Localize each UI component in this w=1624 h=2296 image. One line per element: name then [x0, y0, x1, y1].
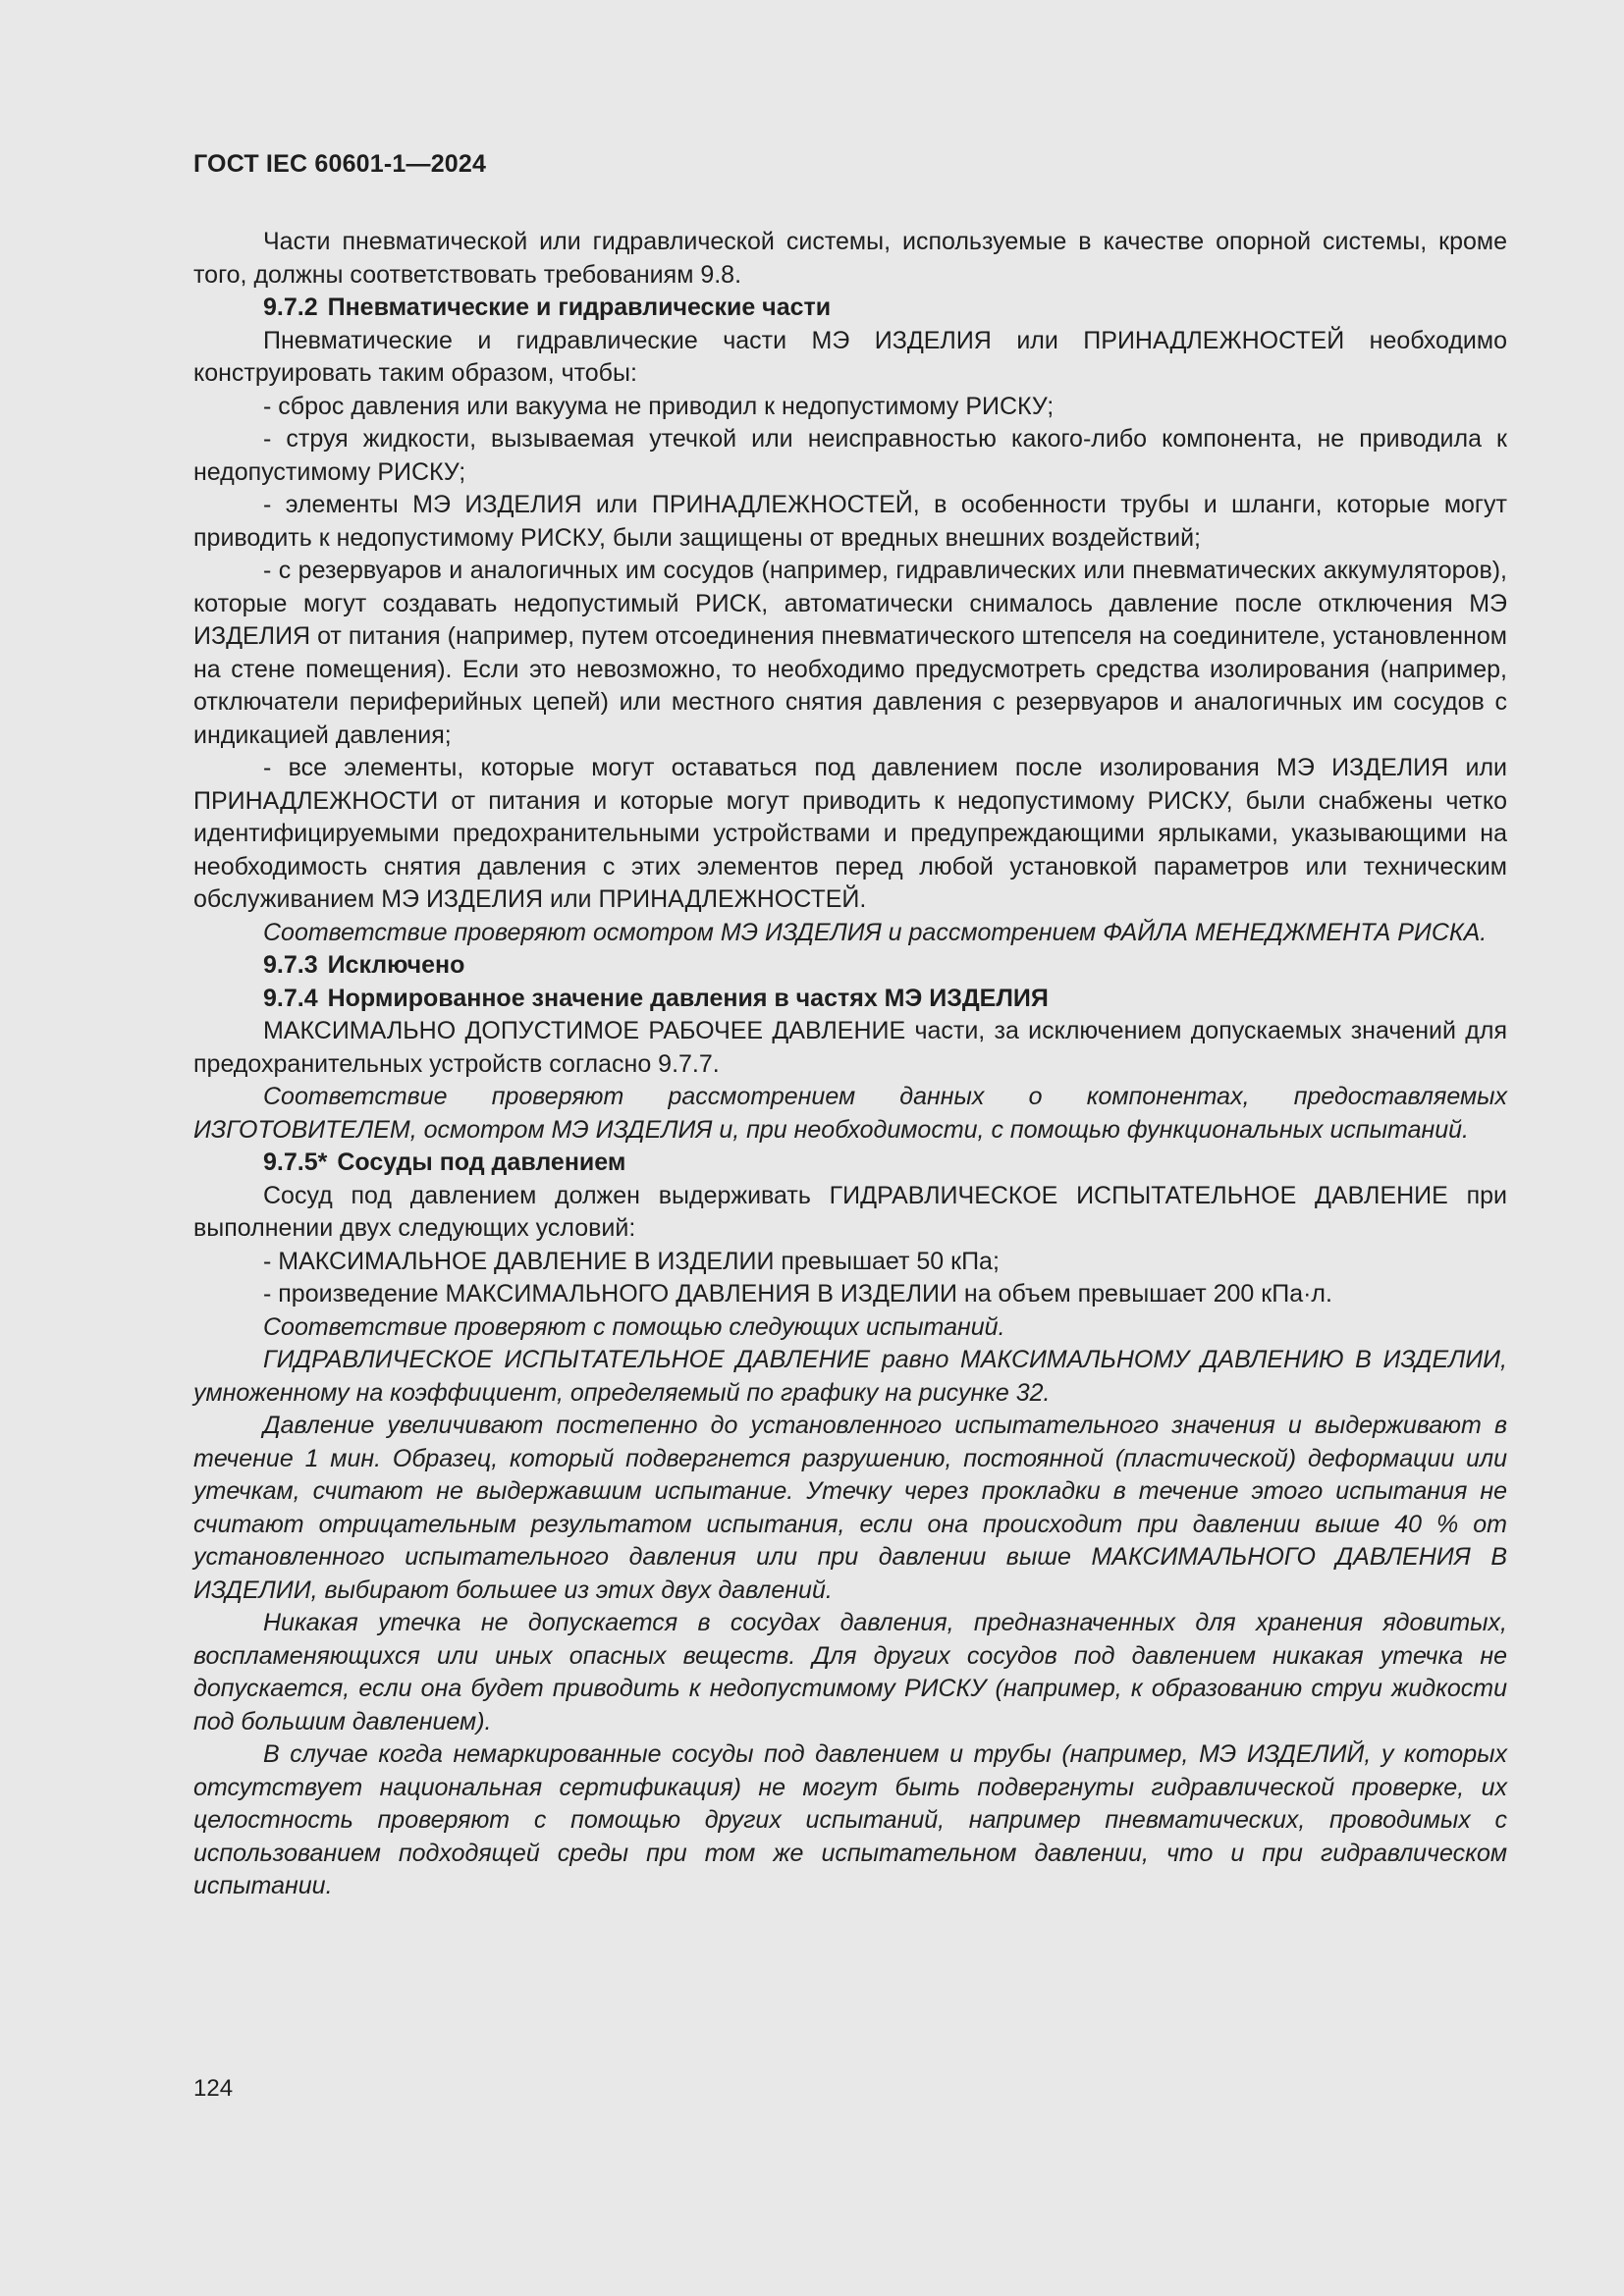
page-number: 124	[193, 2075, 234, 2102]
list-item: - все элементы, которые могут оставаться под давлением после изолирования МЭ ИЗДЕЛИЯ или ПРИНАДЛЕЖНОСТИ от питания и которые могут приводить к недопустимому РИСКУ, были снабжены четко идентифицируемыми предохранительными устройствами и предупреждающими ярлыками, указывающими на необходимость снятия давления с этих элементов перед любой установкой параметров или техническим обслуживанием МЭ ИЗДЕЛИЯ или ПРИНАДЛЕЖНОСТЕЙ.	[193, 754, 1507, 913]
section-heading-9-7-4	[193, 983, 1507, 1016]
section-number: 9.7.5*	[263, 1148, 328, 1176]
compliance-note: Соответствие проверяют осмотром МЭ ИЗДЕЛИЯ и рассмотрением ФАЙЛА МЕНЕДЖМЕНТА РИСКА.	[263, 918, 1488, 946]
paragraph: МАКСИМАЛЬНО ДОПУСТИМОЕ РАБОЧЕЕ ДАВЛЕНИЕ части, за исключением допускаемых значений для предохранительных устройств согласно 9.7.7.	[193, 1017, 1507, 1078]
section-number: 9.7.2	[263, 294, 318, 321]
section-heading-9-7-3	[193, 949, 1507, 983]
section-heading-9-7-2	[193, 292, 1507, 325]
section-number: 9.7.4	[263, 984, 318, 1012]
list-item: - с резервуаров и аналогичных им сосудов (например, гидравлических или пневматических аккумуляторов), которые могут создавать недопустимый РИСК, автоматически снималось давление после отключения МЭ ИЗДЕЛИЯ от питания (например, путем отсоединения пневматического штепселя на соединителе, установленном на стене помещения). Если это невозможно, то необходимо предусмотреть средства изолирования (например, отключатели периферийных цепей) или местного снятия давления с резервуаров и аналогичных им сосудов с индикацией давления;	[193, 557, 1507, 749]
document-header: ГОСТ IEC 60601-1—2024	[193, 150, 487, 178]
section-number: 9.7.3	[263, 951, 318, 979]
list-item: - МАКСИМАЛЬНОЕ ДАВЛЕНИЕ В ИЗДЕЛИИ превышает 50 кПа;	[263, 1247, 1000, 1275]
document-body	[193, 226, 1507, 1903]
list-item: - элементы МЭ ИЗДЕЛИЯ или ПРИНАДЛЕЖНОСТЕЙ, в особенности трубы и шланги, которые могут приводить к недопустимому РИСКУ, были защищены от вредных внешних воздействий;	[193, 491, 1507, 552]
test-paragraph: Никакая утечка не допускается в сосудах давления, предназначенных для хранения ядовитых, воспламеняющихся или иных опасных веществ. Для других сосудов под давлением никакая утечка не допускается, если она будет приводить к недопустимому РИСКУ (например, к образованию струи жидкости под большим давлением).	[193, 1609, 1507, 1735]
test-paragraph: ГИДРАВЛИЧЕСКОЕ ИСПЫТАТЕЛЬНОЕ ДАВЛЕНИЕ равно МАКСИМАЛЬНОМУ ДАВЛЕНИЮ В ИЗДЕЛИИ, умноженному на коэффициент, определяемый по графику на рисунке 32.	[193, 1346, 1507, 1407]
list-item: - струя жидкости, вызываемая утечкой или неисправностью какого-либо компонента, не приводила к недопустимому РИСКУ;	[193, 425, 1507, 486]
paragraph: Пневматические и гидравлические части МЭ ИЗДЕЛИЯ или ПРИНАДЛЕЖНОСТЕЙ необходимо конструировать таким образом, чтобы:	[193, 326, 1507, 387]
section-heading-9-7-5	[193, 1147, 1507, 1180]
list-item: - произведение МАКСИМАЛЬНОГО ДАВЛЕНИЯ В ИЗДЕЛИИ на объем превышает 200 кПа·л.	[263, 1280, 1332, 1308]
section-title: Пневматические и гидравлические части	[327, 294, 832, 321]
compliance-note: Соответствие проверяют рассмотрением данных о компонентах, предоставляемых ИЗГОТОВИТЕЛЕМ, осмотром МЭ ИЗДЕЛИЯ и, при необходимости, с помощью функциональных испытаний.	[193, 1083, 1507, 1144]
paragraph: Части пневматической или гидравлической системы, используемые в качестве опорной системы, кроме того, должны соответствовать требованиям 9.8.	[193, 228, 1507, 289]
test-paragraph: В случае когда немаркированные сосуды под давлением и трубы (например, МЭ ИЗДЕЛИЙ, у которых отсутствует национальная сертификация) не могут быть подвергнуты гидравлической проверке, их целостность проверяют с помощью других испытаний, например пневматических, проводимых с использованием подходящей среды при том же испытательном давлении, что и при гидравлическом испытании.	[193, 1740, 1507, 1899]
section-title: Сосуды под давлением	[337, 1148, 626, 1176]
list-item: - сброс давления или вакуума не приводил к недопустимому РИСКУ;	[263, 392, 1055, 420]
compliance-note: Соответствие проверяют с помощью следующих испытаний.	[263, 1312, 1005, 1341]
section-title: Исключено	[327, 951, 465, 979]
paragraph: Сосуд под давлением должен выдерживать ГИДРАВЛИЧЕСКОЕ ИСПЫТАТЕЛЬНОЕ ДАВЛЕНИЕ при выполнении двух следующих условий:	[193, 1181, 1507, 1242]
test-paragraph: Давление увеличивают постепенно до установленного испытательного значения и выдерживают в течение 1 мин. Образец, который подвергнется разрушению, постоянной (пластической) деформации или утечкам, считают не выдержавшим испытание. Утечку через прокладки в течение этого испытания не считают отрицательным результатом испытания, если она происходит при давлении выше 40 % от установленного испытательного давления или при давлении выше МАКСИМАЛЬНОГО ДАВЛЕНИЯ В ИЗДЕЛИИ, выбирают большее из этих двух давлений.	[193, 1412, 1507, 1604]
section-title: Нормированное значение давления в частях МЭ ИЗДЕЛИЯ	[327, 984, 1049, 1012]
